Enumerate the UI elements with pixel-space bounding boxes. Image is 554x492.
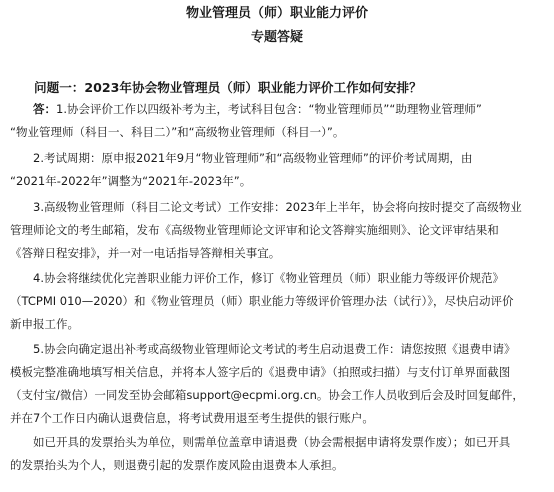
answer-paragraph-6 (10, 431, 546, 477)
answer-paragraph-4 (10, 267, 546, 336)
paragraph-line: “2021年-2022年”调整为“2021年-2023年”。 (10, 174, 252, 188)
paragraph-line: 模板完整准确地填写相关信息，并将本人签字后的《退费申请》（拍照或扫描）与支付订单界面截图 (10, 365, 511, 379)
paragraph-line: 管理师论文的考生邮箱，发布《高级物业管理师论文评审和论文答辩实施细则》、论文评审结果和 (10, 223, 499, 237)
paragraph-line: （TCPMI 010—2020）和《物业管理员（师）职业能力等级评价管理办法（试行）》，尽快启动评价 (10, 294, 514, 308)
paragraph-line: 2.考试周期：原申报2021年9月“物业管理师”和“高级物业管理师”的评价考试周期，由 (33, 151, 473, 165)
paragraph-line: 并在7个工作日内确认退费信息，将考试费用退至考生提供的银行账户。 (10, 411, 374, 425)
paragraph-line (10, 98, 546, 121)
answer-paragraph-5 (10, 338, 546, 430)
answer-label: 答： (33, 102, 56, 116)
paragraph-line: “物业管理师（科目一、科目二）”和“高级物业管理师（科目一）”。 (10, 125, 345, 139)
paragraph-line: 5.协会向确定退出补考或高级物业管理师论文考试的考生启动退费工作：请您按照《退费申请》 (33, 342, 516, 356)
answer-paragraph-2 (10, 147, 546, 193)
paragraph-line: 《答辩日程安排》，并一对一电话指导答辩相关事宜。 (10, 246, 281, 260)
document-subtitle: 专题答疑 (250, 30, 303, 45)
paragraph-line: 如已开具的发票抬头为单位，则需单位盖章申请退费（协会需根据申请将发票作废）；如已开具 (33, 435, 511, 449)
paragraph-line: 新申报工作。 (10, 317, 79, 331)
paragraph-line: 4.协会将继续优化完善职业能力评价工作，修订《物业管理员（师）职业能力等级评价规范》 (33, 271, 504, 285)
question-heading: 问题一：2023年协会物业管理员（师）职业能力评价工作如何安排？ (34, 80, 422, 95)
answer-paragraph-3 (10, 196, 546, 265)
answer-paragraph-1 (10, 98, 546, 144)
paragraph-line: 3.高级物业管理师（科目二论文考试）工作安排：2023年上半年，协会将向按时提交了高级物业 (33, 200, 522, 214)
paragraph-line: （支付宝/微信）一同发至协会邮箱support@ecpmi.org.cn。协会工作人员收到后会及时回复邮件， (10, 388, 524, 402)
paragraph-line-text: 1.协会评价工作以四级补考为主，考试科目包含：“物业管理师员”“助理物业管理师” (56, 102, 482, 116)
paragraph-line: 的发票抬头为个人，则退费引起的发票作废风险由退费本人承担。 (10, 458, 344, 472)
document-title: 物业管理员（师）职业能力评价 (185, 6, 368, 21)
